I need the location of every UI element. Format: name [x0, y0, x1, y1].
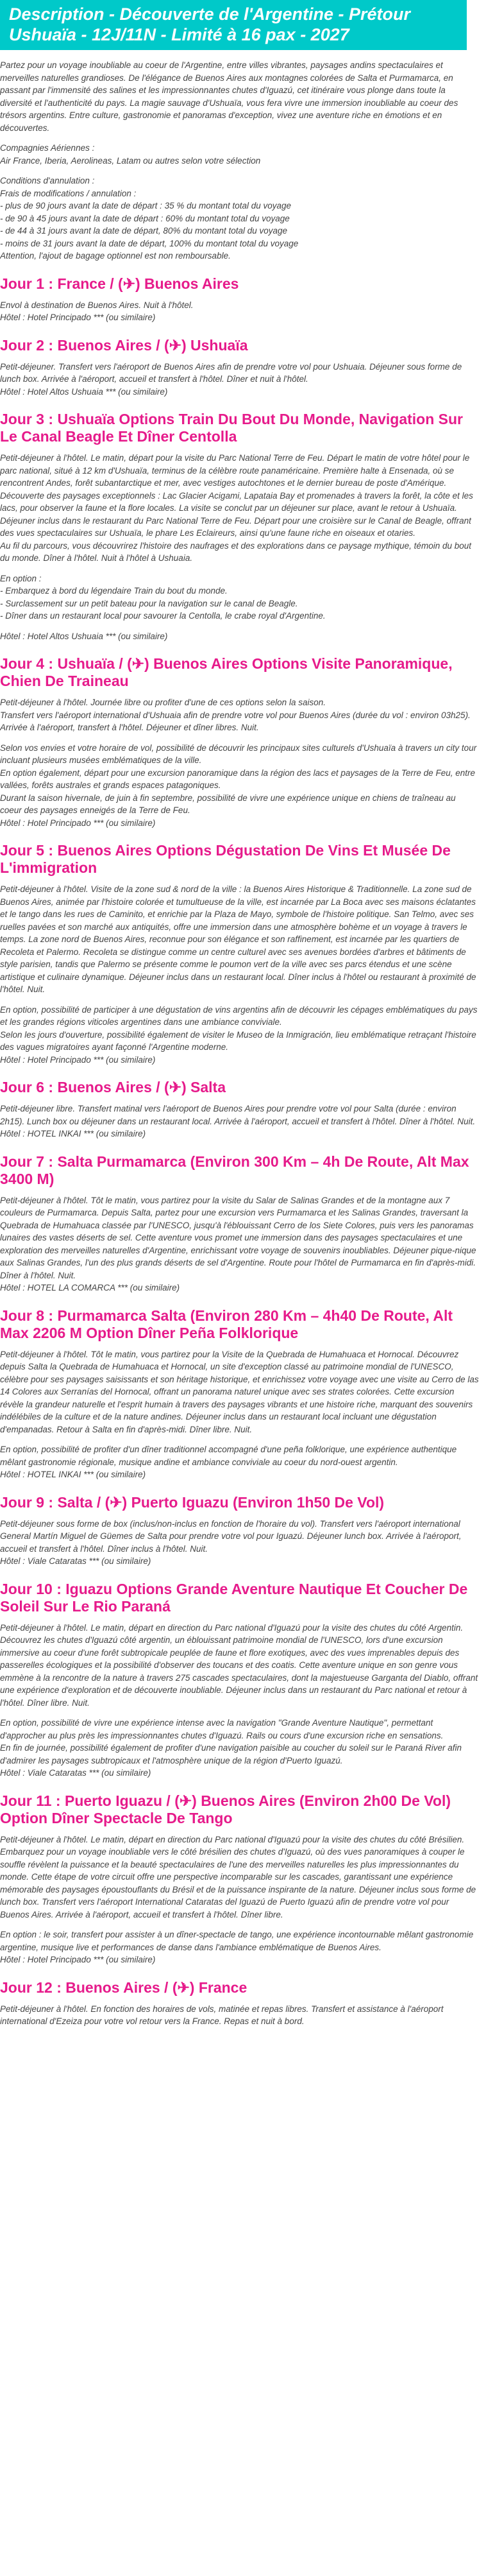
day-paragraph: En option : le soir, transfert pour assister à un dîner-spectacle de tango, une expérience incontournable mêlant gastronomie argentine, musique live et performances de danse dans l'ambiance emblématique de Buenos Aires. Hôtel : Hotel Principado *** (ou similaire): [0, 1930, 474, 1964]
day-heading: Jour 10 : Iguazu Options Grande Aventure Nautique Et Coucher De Soleil Sur Le Rio Paraná: [0, 1580, 468, 1615]
day-paragraph: En option, possibilité de participer à une dégustation de vins argentins afin de découvrir les cépages emblématiques du pays et les grandes régions viticoles argentines dans une ambiance conviviale. Selon les jours d'ouverture, possibilité également de visiter le Museo de la Inmigración, lieu emblématique retraçant l'histoire des vagues migratoires ayant façonné l'Argentine moderne. Hôtel : Hotel Principado *** (ou similaire): [0, 1004, 478, 1065]
day-heading: Jour 9 : Salta / (✈) Puerto Iguazu (Environ 1h50 De Vol): [0, 1493, 385, 1511]
day-heading: Jour 5 : Buenos Aires Options Dégustation De Vins Et Musée De L'immigration: [0, 842, 451, 876]
day-heading: Jour 8 : Purmamarca Salta (Environ 280 Km – 4h40 De Route, Alt Max 2206 M Option Dîner Peña Folklorique: [0, 1307, 453, 1341]
day-heading: Jour 1 : France / (✈) Buenos Aires: [0, 275, 239, 292]
intro-paragraph: Conditions d'annulation : Frais de modifications / annulation : - plus de 90 jours avant la date de départ : 35 % du montant total du voyage - de 90 à 45 jours avant la date de départ : 60% du montant total du voyage - de 44 à 31 jours avant la date de départ, 80% du montant total du voyage - moins de 31 jours avant la date de départ, 100% du montant total du voyage Attention, l'ajout de bagage optionnel est non remboursable.: [0, 176, 299, 261]
intro-paragraph: Compagnies Aériennes : Air France, Iberia, Aerolineas, Latam ou autres selon votre sélection: [0, 143, 261, 166]
day-section: [0, 1079, 480, 1140]
day-paragraph: Petit-déjeuner à l'hôtel. En fonction des horaires de vols, matinée et repas libres. Transfert et assistance à l'aéroport international d'Ezeiza pour votre vol retour vers la France. Repas et nuit à bord.: [0, 2004, 444, 2026]
day-paragraph: Envol à destination de Buenos Aires. Nuit à l'hôtel. Hôtel : Hotel Principado *** (ou similaire): [0, 300, 194, 322]
day-paragraph: Selon vos envies et votre horaire de vol, possibilité de découvrir les principaux sites culturels d'Ushuaïa à travers un city tour incluant plusieurs musées emblématiques de la ville. En option également, départ pour une excursion panoramique dans la région des lacs et paysages de la Terre de Feu, entre vallées, forêts australes et grands espaces patagoniques. Durant la saison hivernale, de juin à fin septembre, possibilité de vivre une expérience unique en chiens de traîneau au coeur des paysages enneigés de la Terre de Feu. Hôtel : Hotel Principado *** (ou similaire): [0, 743, 477, 828]
day-section: [0, 842, 480, 1066]
day-paragraph: Petit-déjeuner à l'hôtel. Le matin, départ en direction du Parc national d'Iguazú pour la visite des chutes du côté Argentin. Découvrez les chutes d'Iguazú côté argentin, un éblouissant patrimoine mondial de l'UNESCO, lors d'une excursion immersive au coeur d'une forêt subtropicale peuplée de faune et flore exotiques, avec des vues imprenables depuis des passerelles écologiques et la possibilité d'observer des toucans et des coatis. Cette aventure unique en son genre vous emmène à la rencontre de la nature à travers 275 cascades spectaculaires, dont la majestueuse Garganta del Diablo, offrant une expérience d'exploration et de découverte inoubliable. Déjeuner inclus dans un restaurant du Parc national et retour à l'hôtel. Dîner libre. Nuit.: [0, 1622, 478, 1708]
day-section: [0, 655, 480, 829]
day-heading: Jour 12 : Buenos Aires / (✈) France: [0, 1979, 247, 1996]
day-paragraph: Petit-déjeuner. Transfert vers l'aéroport de Buenos Aires afin de prendre votre vol pour Ushuaia. Déjeuner sous forme de lunch box. Arrivée à l'aéroport, accueil et transfert à l'hôtel. Dîner et nuit à l'hôtel. Hôtel : Hotel Altos Ushuaia *** (ou similaire): [0, 361, 462, 397]
day-heading: Jour 3 : Ushuaïa Options Train Du Bout Du Monde, Navigation Sur Le Canal Beagle Et Dîner Centolla: [0, 411, 463, 445]
day-paragraph: Petit-déjeuner libre. Transfert matinal vers l'aéroport de Buenos Aires pour prendre votre vol pour Salta (durée : environ 2h15). Lunch box ou déjeuner dans un restaurant local. Arrivée à l'aéroport, accueil et transfert à l'hôtel. Dîner à l'hôtel. Nuit. Hôtel : HOTEL INKAI *** (ou similaire): [0, 1104, 476, 1138]
intro-section: [0, 59, 480, 262]
day-paragraph: En option : - Embarquez à bord du légendaire Train du bout du monde. - Surclassement sur un petit bateau pour la navigation sur le canal de Beagle. - Dîner dans un restaurant local pour savourer la Centolla, le crabe royal d'Argentine.: [0, 573, 326, 621]
day-heading: Jour 7 : Salta Purmamarca (Environ 300 Km – 4h De Route, Alt Max 3400 M): [0, 1153, 469, 1187]
day-paragraph: Petit-déjeuner à l'hôtel. Journée libre ou profiter d'une de ces options selon la saison. Transfert vers l'aéroport international d'Ushuaia afin de prendre votre vol pour Buenos Aires (durée du vol : environ 03h25). Arrivée à l'aéroport, transfert à l'hôtel. Déjeuner et dîner libres. Nuit.: [0, 698, 471, 732]
page-title: Description - Découverte de l'Argentine - Prétour Ushuaïa - 12J/11N - Limité à 16 pax - 2027: [0, 0, 467, 50]
day-heading: Jour 11 : Puerto Iguazu / (✈) Buenos Aires (Environ 2h00 De Vol) Option Dîner Spectacle De Tango: [0, 1792, 451, 1826]
day-section: [0, 1581, 480, 1780]
day-section: [0, 1979, 480, 2028]
day-section: [0, 1792, 480, 1966]
day-heading: Jour 2 : Buenos Aires / (✈) Ushuaïa: [0, 336, 248, 354]
day-paragraph: Petit-déjeuner à l'hôtel. Tôt le matin, vous partirez pour la Visite de la Quebrada de Humahuaca et Hornocal. Découvrez depuis Salta la Quebrada de Humahuaca et Hornocal, un site d'exception classé au patrimoine mondial de l'UNESCO, célèbre pour ses paysages saisissants et son héritage historique, et enrichissez votre voyage avec une visite au Cerro de las 14 Colores aux Serranías del Hornocal, offrant un panorama naturel unique avec ses strates colorées. Cette excursion révèle la grandeur naturelle et l'esprit humain à travers des paysages vibrants et une histoire riche, marquant des souvenirs indélébiles de la culture et de la nature andines. Déjeuner inclus dans un restaurant local incluant une dégustation d'empanadas. Retour à Salta en fin d'après-midi. Dîner libre. Nuit.: [0, 1349, 479, 1434]
day-section: [0, 411, 480, 642]
day-paragraph: Petit-déjeuner à l'hôtel. Tôt le matin, vous partirez pour la visite du Salar de Salinas Grandes et de la montagne aux 7 couleurs de Purmamarca. Depuis Salta, partez pour une excursion vers Purmamarca et les Salinas Grandes, traversant la Quebrada de Humahuaca classée par l'UNESCO, jusqu'à l'éblouissant Cerro de los Siete Colores, puis vers les panoramas lunaires des vastes déserts de sel. Cette aventure vous promet une immersion dans des paysages spectaculaires et une exploration des merveilles naturelles d'Argentine, enrichissant votre voyage de souvenirs inoubliables. Déjeuner pique-nique aux Salinas Grandes, l'un des plus grands déserts de sel d'Argentine. Route pour l'hôtel de Purmamarca en fin d'après-midi. Dîner à l'hôtel. Nuit. Hôtel : HOTEL LA COMARCA *** (ou similaire): [0, 1195, 476, 1292]
itinerary: [0, 275, 480, 2028]
day-heading: Jour 6 : Buenos Aires / (✈) Salta: [0, 1079, 226, 1095]
intro-paragraph: Partez pour un voyage inoubliable au coeur de l'Argentine, entre villes vibrantes, paysages andins spectaculaires et merveilles naturelles grandioses. De l'élégance de Buenos Aires aux montagnes colorées de Salta et Purmamarca, en passant par l'immensité des salines et les impressionnantes chutes d'Iguazú, cet itinéraire vous plonge dans toute la diversité et l'authenticité du pays. La magie sauvage d'Ushuaïa, vous fera vivre une immersion inoubliable au coeur des trésors argentins. Entre culture, gastronomie et panoramas d'exception, vivez une aventure riche en émotions et en découvertes.: [0, 60, 458, 133]
day-section: [0, 1153, 480, 1294]
day-paragraph: Petit-déjeuner à l'hôtel. Le matin, départ pour la visite du Parc National Terre de Feu. Départ le matin de votre hôtel pour le parc national, situé à 12 km d'Ushuaïa, terminus de la célèbre route panaméricaine. Première halte à Ensenada, où se rencontrent Andes, forêt subantarctique et mer, avec vestiges autochtones et le dernier bureau de poste d'Amérique. Découverte des paysages exceptionnels : Lac Glacier Acigami, Lapataia Bay et promenades à travers la forêt, la côte et les lacs, pour observer la faune et la flore locales. La visite se conclut par un déjeuner sur place, avant le retour à Ushuaïa. Déjeuner inclus dans le restaurant du Parc National Terre de Feu. Départ pour une croisière sur le Canal de Beagle, offrant des vues spectaculaires sur Ushuaïa, le phare Les Eclaireurs, ainsi qu'une faune riche en oiseaux et otaries. Au fil du parcours, vous découvrirez l'histoire des naufrages et des explorations dans ce paysage mythique, témoin du bout du monde. Dîner à l'hôtel. Nuit à l'hôtel à Ushuaia.: [0, 453, 473, 563]
day-paragraph: Petit-déjeuner à l'hôtel. Visite de la zone sud & nord de la ville : la Buenos Aires Historique & Traditionnelle. La zone sud de Buenos Aires, animée par l'histoire colorée et tumultueuse de la ville, est incarnée par La Boca avec ses maisons éclatantes et le tango dans les rues de Caminito, et enrichie par la Plaza de Mayo, symbole de l'histoire politique. San Telmo, avec ses ruelles pavées et son marché aux antiquités, offre une immersion dans une atmosphère bohème et un voyage à travers le temps. La zone nord de Buenos Aires, reconnue pour son élégance et son raffinement, est incarnée par les quartiers de Recoleta et Palermo. Recoleta se distingue comme un centre culturel avec ses avenues bordées d'arbres et bâtiments de style parisien, tandis que Palermo se présente comme le poumon vert de la ville avec ses parcs étendus et une scène artistique et culinaire dynamique. Déjeuner inclus dans un restaurant local. Dîner inclus à l'hôtel ou restaurant à proximité de l'hôtel. Nuit.: [0, 884, 476, 994]
day-section: [0, 337, 480, 399]
day-paragraph: Petit-déjeuner à l'hôtel. Le matin, départ en direction du Parc national d'Iguazú pour la visite des chutes du côté Brésilien. Embarquez pour un voyage inoubliable vers le côté brésilien des chutes d'Iguazú, où des vues panoramiques à couper le souffle révèlent la puissance et la beauté spectaculaires de l'une des merveilles naturelles les plus impressionnantes du monde. Cette étape de votre circuit offre une perspective incomparable sur les cascades, garantissant une expérience mémorable des paysages époustouflants du Brésil et de la puissance inspirante de la nature. Déjeuner inclus sous forme de lunch box. Transfert vers l'aéroport International Cataratas del Iguazú de Puerto Iguazú afin de prendre votre vol pour Buenos Aires. Arrivée à l'aéroport, accueil et transfert à l'hôtel. Dîner libre.: [0, 1834, 476, 1919]
day-paragraph: En option, possibilité de vivre une expérience intense avec la navigation "Grande Aventure Nautique", permettant d'approcher au plus près les impressionnantes chutes d'Iguazú. Rails ou cours d'une excursion riche en sensations. En fin de journée, possibilité également de profiter d'une navigation paisible au coucher du soleil sur le Paraná River afin d'admirer les paysages subtropicaux et l'atmosphère unique de la région d'Puerto Iguazú. Hôtel : Viale Cataratas *** (ou similaire): [0, 1718, 462, 1778]
day-paragraph: Petit-déjeuner sous forme de box (inclus/non-inclus en fonction de l'horaire du vol). Transfert vers l'aéroport international General Martín Miguel de Güemes de Salta pour prendre votre vol pour Iguazú. Déjeuner lunch box. Arrivée à l'aéroport, accueil et transfert à l'hôtel. Dîner inclus à l'hôtel. Nuit. Hôtel : Viale Cataratas *** (ou similaire): [0, 1518, 462, 1566]
day-section: [0, 1307, 480, 1481]
day-section: [0, 275, 480, 324]
day-paragraph: Hôtel : Hotel Altos Ushuaia *** (ou similaire): [0, 631, 168, 641]
day-heading: Jour 4 : Ushuaïa / (✈) Buenos Aires Options Visite Panoramique, Chien De Traineau: [0, 655, 453, 689]
day-paragraph: En option, possibilité de profiter d'un dîner traditionnel accompagné d'une peña folklorique, une expérience authentique mêlant gastronomie régionale, musique andine et ambiance conviviale au coeur du nord-ouest argentin. Hôtel : HOTEL INKAI *** (ou similaire): [0, 1445, 457, 1479]
day-section: [0, 1494, 480, 1568]
